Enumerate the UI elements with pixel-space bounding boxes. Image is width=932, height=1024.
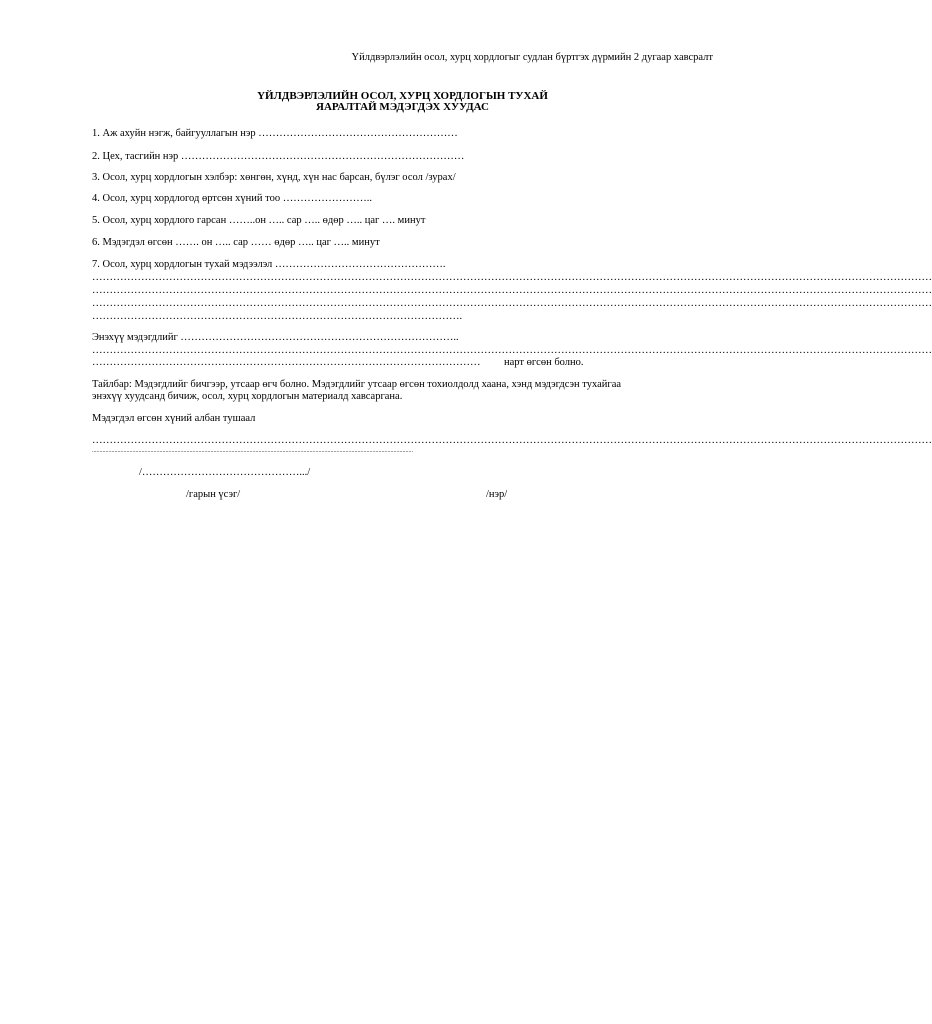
note-line2: энэхүү хуудсанд бичиж, осол, хурц хордлогын материалд хавсаргана. (92, 391, 403, 402)
signature-name-line: /……………………………………….../ (139, 467, 311, 478)
field-organization-name: 1. Аж ахуйн нэгж, байгууллагын нэр ………………………………………………… (92, 128, 458, 139)
field-receiver: Энэхүү мэдэгдлийг …………………………………………………………………….. (92, 332, 459, 343)
field-notification-datetime: 6. Мэдэгдэл өгсөн ……. он ….. сар …… өдөр ….. цаг ….. минут (92, 237, 380, 248)
document-title-line1: ҮЙЛДВЭРЛЭЛИЙН ОСОЛ, ХУРЦ ХОРДЛОГЫН ТУХАЙ (257, 90, 548, 102)
document-title-line2: ЯАРАЛТАЙ МЭДЭГДЭХ ХУУДАС (316, 101, 489, 113)
field-department-name: 2. Цех, тасгийн нэр ……………………………………………………………………… (92, 151, 465, 162)
receiver-suffix: нарт өгсөн болно. (504, 357, 584, 368)
field-accident-datetime: 5. Осол, хурц хордлого гарсан ……..он ….. сар ….. өдөр ….. цаг …. минут (92, 215, 426, 226)
field-affected-count: 4. Осол, хурц хордлогод өртсөн хүний тоо …………………….. (92, 193, 372, 204)
dotted-line: …………………………………………………………………………………………………………………………………………………………………………………………………………………… (92, 435, 932, 446)
field-reporter-position: Мэдэгдэл өгсөн хүний албан тушаал (92, 413, 256, 424)
name-label: /нэр/ (486, 489, 508, 500)
field-accident-type: 3. Осол, хурц хордлогын хэлбэр: хөнгөн, хүнд, хүн нас барсан, бүлэг осол /зурах/ (92, 172, 456, 183)
dotted-line: ……………………………………………………………………………………………. (92, 311, 463, 322)
note-line1: Тайлбар: Мэдэгдлийг бичгээр, утсаар өгч болно. Мэдэгдлийг утсаар өгсөн тохиолдолд хаана, хэнд мэдэгдсэн тухайгаа (92, 379, 622, 390)
dotted-line: …………………………………………………………………………………………………………………………………………………………………………………………………………………… (92, 285, 932, 296)
dotted-line: …………………………………………………………………………………………………………………………………………………………………………………………………………………… (92, 272, 932, 283)
dotted-line: ………………………………………………………………………………………………… (92, 357, 481, 368)
fine-dotted-line: ...................................................................................................................................................................................................................... (92, 448, 413, 454)
dotted-line: …………………………………………………………………………………………………………………………………………………………………………………………………………………… (92, 298, 932, 309)
signature-label: /гарын үсэг/ (186, 489, 241, 500)
appendix-note: Үйлдвэрлэлийн осол, хурц хордлогыг судлан бүртгэх дүрмийн 2 дугаар хавсралт (351, 52, 713, 63)
field-accident-info: 7. Осол, хурц хордлогын тухай мэдээлэл …………………………………………. (92, 259, 446, 270)
dotted-line: …………………………………………………………………………………………………………………………………………………………………………………………………………………… (92, 345, 932, 356)
